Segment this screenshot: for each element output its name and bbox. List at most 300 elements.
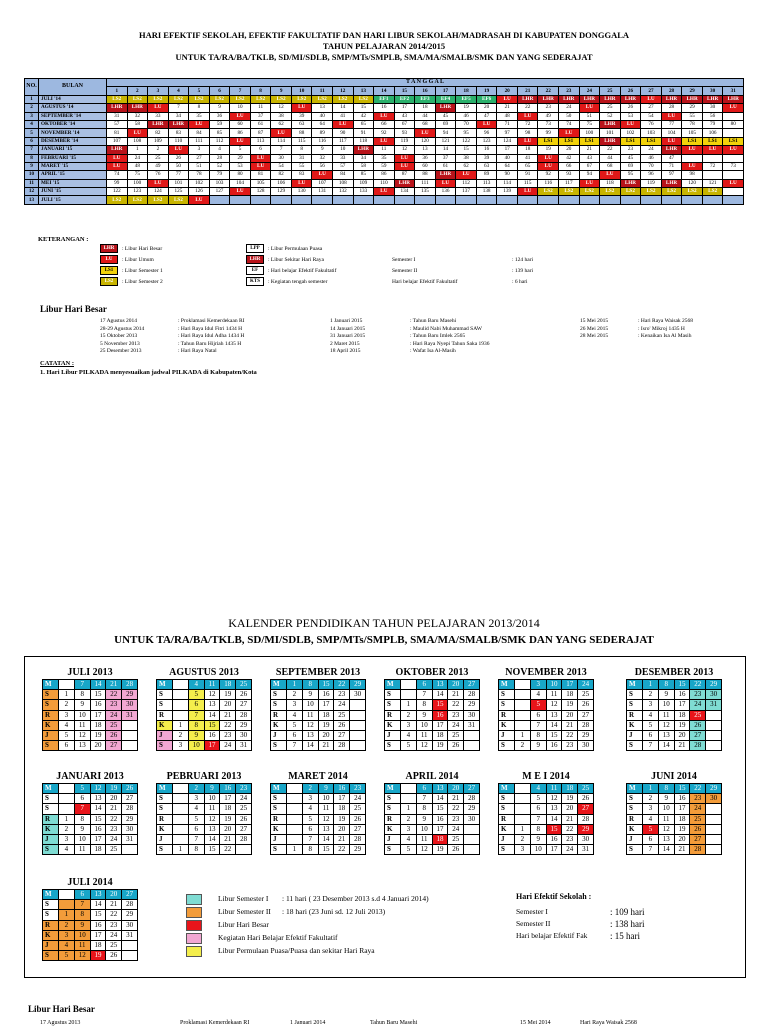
day-letter: K [271,824,287,834]
legend-item [100,277,163,288]
date-cell: 25 [578,784,594,794]
date-cell: 31 [578,845,594,855]
day-cell: LU [168,146,189,154]
date-cell: 14 [546,814,562,824]
day-cell: 31 [291,154,312,162]
day-cell: 12 [271,104,292,112]
date-cell: 17 [546,845,562,855]
week-row [43,834,138,844]
date-cell: 23 [334,690,350,700]
row-no: 5 [25,129,39,137]
legend-label: Libur Permulaan Puasa/Puasa dan sekitar Hari Raya [218,946,375,955]
day-cell: 7 [271,146,292,154]
day-cell [353,196,374,204]
date-cell: 17 [204,741,220,751]
date-cell: 12 [204,814,220,824]
date-cell [464,741,480,751]
day-cell: LS2 [271,95,292,103]
day-cell: 39 [476,154,497,162]
date-cell: 24 [562,845,578,855]
day-cell: 66 [374,120,395,128]
day-cell: LS2 [620,188,641,196]
day-cell: 16 [476,146,497,154]
day-cell [374,196,395,204]
date-cell: 20 [90,741,106,751]
holiday-date: 15 Oktober 2013 [100,333,138,340]
day-cell: 58 [353,162,374,170]
date-cell: 9 [658,690,674,700]
day-cell: 75 [579,120,600,128]
calendar-legend-item [186,905,486,918]
libur-cut-1: 17 Agustus 2013 [40,1020,81,1026]
date-cell: 2 [515,741,531,751]
date-cell: 16 [90,700,106,710]
day-cell: 89 [476,171,497,179]
day-cell: 8 [291,146,312,154]
date-cell: 10 [302,700,318,710]
day-cell: 19 [538,146,559,154]
day-cell: LU [333,120,354,128]
day-cell: 29 [682,104,703,112]
day-cell: 101 [600,129,621,137]
holiday-date: 31 Januari 2015 [330,333,366,340]
week-row [43,690,138,700]
day-cell [497,196,518,204]
day-cell: LHR [600,95,621,103]
day-cell: LHR [107,146,128,154]
legend-item [246,255,336,266]
date-cell: 16 [90,824,106,834]
week-row [627,804,722,814]
date-cell: 12 [416,845,432,855]
day-cell: 45 [620,154,641,162]
month-calendar [384,666,480,751]
day-cell: LU [250,154,271,162]
date-cell: 1 [515,824,531,834]
month-title: AGUSTUS 2013 [169,667,239,678]
day-cell: 70 [641,162,662,170]
legend-text: : Libur Sekitar Hari Raya [268,257,324,263]
day-cell: 130 [291,188,312,196]
date-cell: 28 [578,720,594,730]
day-cell: 80 [723,120,744,128]
date-cell [515,680,531,690]
holiday-row [100,348,320,356]
legend-swatch [186,933,202,944]
day-cell: 35 [189,112,210,120]
day-cell: 52 [600,112,621,120]
day-cell: 121 [702,179,723,187]
day-cell: 126 [189,188,210,196]
day-cell: LU [723,179,744,187]
date-cell: 24 [106,930,122,940]
day-cell: LU [661,137,682,145]
week-row [627,730,722,740]
day-cell: 128 [250,188,271,196]
date-cell: 21 [674,845,690,855]
date-cell: 29 [706,784,722,794]
date-cell: 12 [302,720,318,730]
day-cell: 46 [641,154,662,162]
date-cell: 16 [674,690,690,700]
day-cell: 82 [148,129,169,137]
day-letter: K [499,720,515,730]
day-cell: 21 [579,146,600,154]
day-cell: 13 [312,104,333,112]
date-cell: 26 [106,951,122,961]
day-cell: 84 [189,129,210,137]
row-month: JUNI '15 [39,188,107,196]
day-letter: M [157,784,173,794]
week-row [157,710,252,720]
day-header: 17 [435,87,456,95]
day-letter: S [499,690,515,700]
day-letter: S [271,845,287,855]
col-tanggal: T A N G G A L [107,79,744,87]
date-cell: 30 [706,690,722,700]
date-cell: 26 [448,741,464,751]
day-cell: 114 [271,137,292,145]
date-cell: 12 [658,824,674,834]
date-cell: 14 [90,900,106,910]
bottom-subtitle: UNTUK TA/RA/BA/TKLB, SD/MI/SDLB, SMP/MTs/SMPLB, SMA/MA/SMALB/SMK DAN YANG SEDERAJAT [114,634,654,646]
legend-text: : Kegiatan tengah semester [268,279,328,285]
day-cell: 44 [415,112,436,120]
date-cell: 21 [334,834,350,844]
week-row [385,814,480,824]
day-cell: LU [517,137,538,145]
day-cell: 121 [435,137,456,145]
month-row [25,104,744,112]
day-letter: J [385,834,401,844]
date-cell: 21 [448,794,464,804]
month-calendar [498,770,594,855]
holiday-date: 28 Mei 2015 [580,333,609,340]
date-cell: 2 [59,920,75,930]
day-letter: S [385,794,401,804]
day-cell: 51 [579,112,600,120]
day-cell: LU [517,188,538,196]
day-cell: 16 [374,104,395,112]
day-cell: 10 [333,146,354,154]
month-title: JUNI 2014 [651,771,697,782]
day-cell: 83 [291,171,312,179]
day-cell: 17 [394,104,415,112]
holidays-col-3 [580,318,768,341]
day-cell: LU [682,162,703,170]
date-cell: 20 [448,784,464,794]
day-cell: 27 [641,104,662,112]
day-cell [559,196,580,204]
day-cell: 6 [250,146,271,154]
day-cell: 102 [189,179,210,187]
efektif-summary [516,906,736,942]
date-cell: 5 [302,814,318,824]
day-cell: 25 [600,104,621,112]
holiday-name: : Hari Raya Nyepi Tahun Saka 1936 [410,340,490,347]
day-cell: 41 [517,154,538,162]
date-cell: 28 [464,794,480,804]
date-cell: 14 [432,690,448,700]
date-cell [287,824,303,834]
day-letter: S [43,951,59,961]
holiday-date: 26 Mei 2015 [580,325,609,332]
day-cell: 94 [435,129,456,137]
efektif-label: Hari belajar Efektif Fak [516,931,588,940]
day-cell: 62 [456,162,477,170]
date-cell: 20 [220,700,236,710]
date-cell: 14 [658,741,674,751]
day-cell [333,196,354,204]
date-cell: 20 [334,824,350,834]
day-cell: 114 [497,179,518,187]
day-cell: 93 [394,129,415,137]
libur-cut-5: 15 Mei 2014 [520,1020,551,1026]
day-cell: 138 [476,188,497,196]
day-cell: LHR [682,95,703,103]
week-row [627,700,722,710]
day-cell: 40 [497,154,518,162]
date-cell: 5 [287,720,303,730]
week-row [627,824,722,834]
date-cell: 22 [334,680,350,690]
day-letter: R [157,814,173,824]
date-cell: 23 [106,700,122,710]
date-cell: 30 [236,730,252,740]
date-cell [464,834,480,844]
date-cell: 15 [90,910,106,920]
date-cell: 17 [674,700,690,710]
date-cell: 20 [674,834,690,844]
day-cell: 124 [497,137,518,145]
legend-label: Libur Semester II [218,907,271,916]
date-cell: 18 [432,730,448,740]
date-cell: 7 [74,804,90,814]
date-cell: 13 [318,824,334,834]
day-cell: 100 [579,129,600,137]
month-row [25,179,744,187]
date-cell [464,845,480,855]
catatan-title: CATATAN : [40,360,75,367]
date-cell: 15 [674,784,690,794]
date-cell: 19 [90,730,106,740]
week-row [157,741,252,751]
day-letter: J [157,834,173,844]
date-cell: 12 [546,794,562,804]
date-cell [706,741,722,751]
day-cell: 22 [517,104,538,112]
day-cell: LHR [559,95,580,103]
date-cell: 26 [236,690,252,700]
day-letter: R [627,814,643,824]
day-cell: 81 [250,171,271,179]
legend-codes-1 [100,244,163,288]
date-cell: 13 [432,784,448,794]
bottom-title: KALENDER PENDIDIKAN TAHUN PELAJARAN 2013/2014 [228,616,540,630]
day-header: 2 [127,87,148,95]
day-cell: LU [620,120,641,128]
date-cell: 3 [643,700,659,710]
day-cell: LS2 [250,95,271,103]
date-cell: 1 [59,690,75,700]
week-row [627,794,722,804]
date-cell: 23 [448,710,464,720]
top-title-line-1: HARI EFEKTIF SEKOLAH, EFEKTIF FAKULTATIF DAN HARI LIBUR SEKOLAH/MADRASAH DI KABUPATEN DONGGALA [138,30,630,40]
day-cell: 103 [209,179,230,187]
date-cell: 28 [122,804,138,814]
date-cell: 21 [318,741,334,751]
week-row [43,920,138,930]
day-cell: 104 [230,179,251,187]
day-letter: S [385,741,401,751]
row-no: 3 [25,112,39,120]
day-letter: K [43,824,59,834]
day-cell: LU [394,162,415,170]
date-cell: 24 [236,794,252,804]
week-row [43,700,138,710]
week-row [499,730,594,740]
month-row [25,171,744,179]
day-cell: 131 [312,188,333,196]
date-cell: 13 [204,824,220,834]
date-cell: 9 [188,730,204,740]
day-cell: LHR [538,95,559,103]
date-cell: 31 [122,834,138,844]
day-cell: LS2 [312,95,333,103]
week-row [385,804,480,814]
day-cell: 54 [641,112,662,120]
day-header: 7 [230,87,251,95]
date-cell [287,794,303,804]
day-cell: LU [107,162,128,170]
week-row [43,824,138,834]
date-cell: 26 [690,824,706,834]
day-letter: S [157,700,173,710]
date-cell: 4 [188,680,204,690]
day-cell: LHR [127,104,148,112]
day-cell: 38 [456,154,477,162]
row-month: MARET '15 [39,162,107,170]
date-cell: 2 [643,690,659,700]
day-cell: LU [600,171,621,179]
week-row [499,814,594,824]
date-cell: 9 [74,700,90,710]
day-cell: 39 [291,112,312,120]
day-letter: J [157,730,173,740]
date-cell: 25 [236,804,252,814]
date-cell [173,834,189,844]
day-cell: LU [189,196,210,204]
date-cell: 6 [416,784,432,794]
week-row [43,794,138,804]
row-no: 6 [25,137,39,145]
month-calendar [384,770,480,855]
month-title: JULI 2014 [67,877,113,888]
date-cell: 24 [448,824,464,834]
date-cell: 11 [658,814,674,824]
holiday-name: : Wafat Isa Al-Masih [410,348,456,355]
month-row [25,188,744,196]
date-cell: 15 [432,700,448,710]
holiday-date: 5 November 2013 [100,340,140,347]
date-cell [59,794,75,804]
day-letter: S [157,741,173,751]
date-cell: 17 [90,710,106,720]
date-cell: 19 [220,690,236,700]
day-letter: K [499,824,515,834]
date-cell: 7 [287,741,303,751]
week-row [157,720,252,730]
day-cell: LS2 [209,95,230,103]
date-cell: 30 [578,834,594,844]
date-cell: 24 [690,804,706,814]
day-cell: LS1 [682,137,703,145]
date-cell: 1 [287,845,303,855]
day-cell: 134 [394,188,415,196]
day-cell: LS1 [579,137,600,145]
date-cell: 22 [106,814,122,824]
day-cell: LHR [661,95,682,103]
day-cell: 119 [394,137,415,145]
row-no: 1 [25,95,39,103]
row-no: 7 [25,146,39,154]
date-cell: 11 [74,720,90,730]
day-cell: LS1 [620,137,641,145]
day-cell: 84 [333,171,354,179]
date-cell [401,784,417,794]
date-cell: 5 [59,951,75,961]
week-row [271,814,366,824]
date-cell: 22 [448,700,464,710]
day-cell: 101 [168,179,189,187]
date-cell: 16 [674,794,690,804]
legend-code: LU [100,255,118,264]
day-cell: 18 [517,146,538,154]
holiday-row [580,318,768,326]
holiday-name: : Hari Raya Waisak 2568 [638,318,694,324]
legend-text: : Libur Semester 2 [122,279,163,285]
day-cell: LHR [600,137,621,145]
day-cell: LU [723,104,744,112]
month-title: M E I 2014 [522,771,570,782]
day-cell [250,196,271,204]
week-row [43,845,138,855]
date-cell: 8 [302,680,318,690]
day-cell: 100 [127,179,148,187]
date-cell: 5 [401,741,417,751]
date-cell: 25 [106,845,122,855]
day-cell: 110 [168,137,189,145]
day-header: 26 [620,87,641,95]
day-cell: 105 [250,179,271,187]
efektif-label: Semester I [516,907,548,916]
date-cell: 29 [122,690,138,700]
date-cell: 10 [658,700,674,710]
holiday-name: : Tahun Baru Imlek 2565 [410,333,466,340]
date-cell: 8 [188,845,204,855]
legend-text: : Libur Permulaan Puasa [268,246,323,252]
day-cell: LU [291,104,312,112]
day-letter: S [627,804,643,814]
summary-label: Hari belajar Efektif Fakultatif [392,279,458,285]
date-cell: 14 [204,710,220,720]
day-cell: LU [107,154,128,162]
day-cell: 68 [415,120,436,128]
date-cell: 17 [674,804,690,814]
row-no: 12 [25,188,39,196]
date-cell: 6 [74,794,90,804]
date-cell: 12 [658,720,674,730]
